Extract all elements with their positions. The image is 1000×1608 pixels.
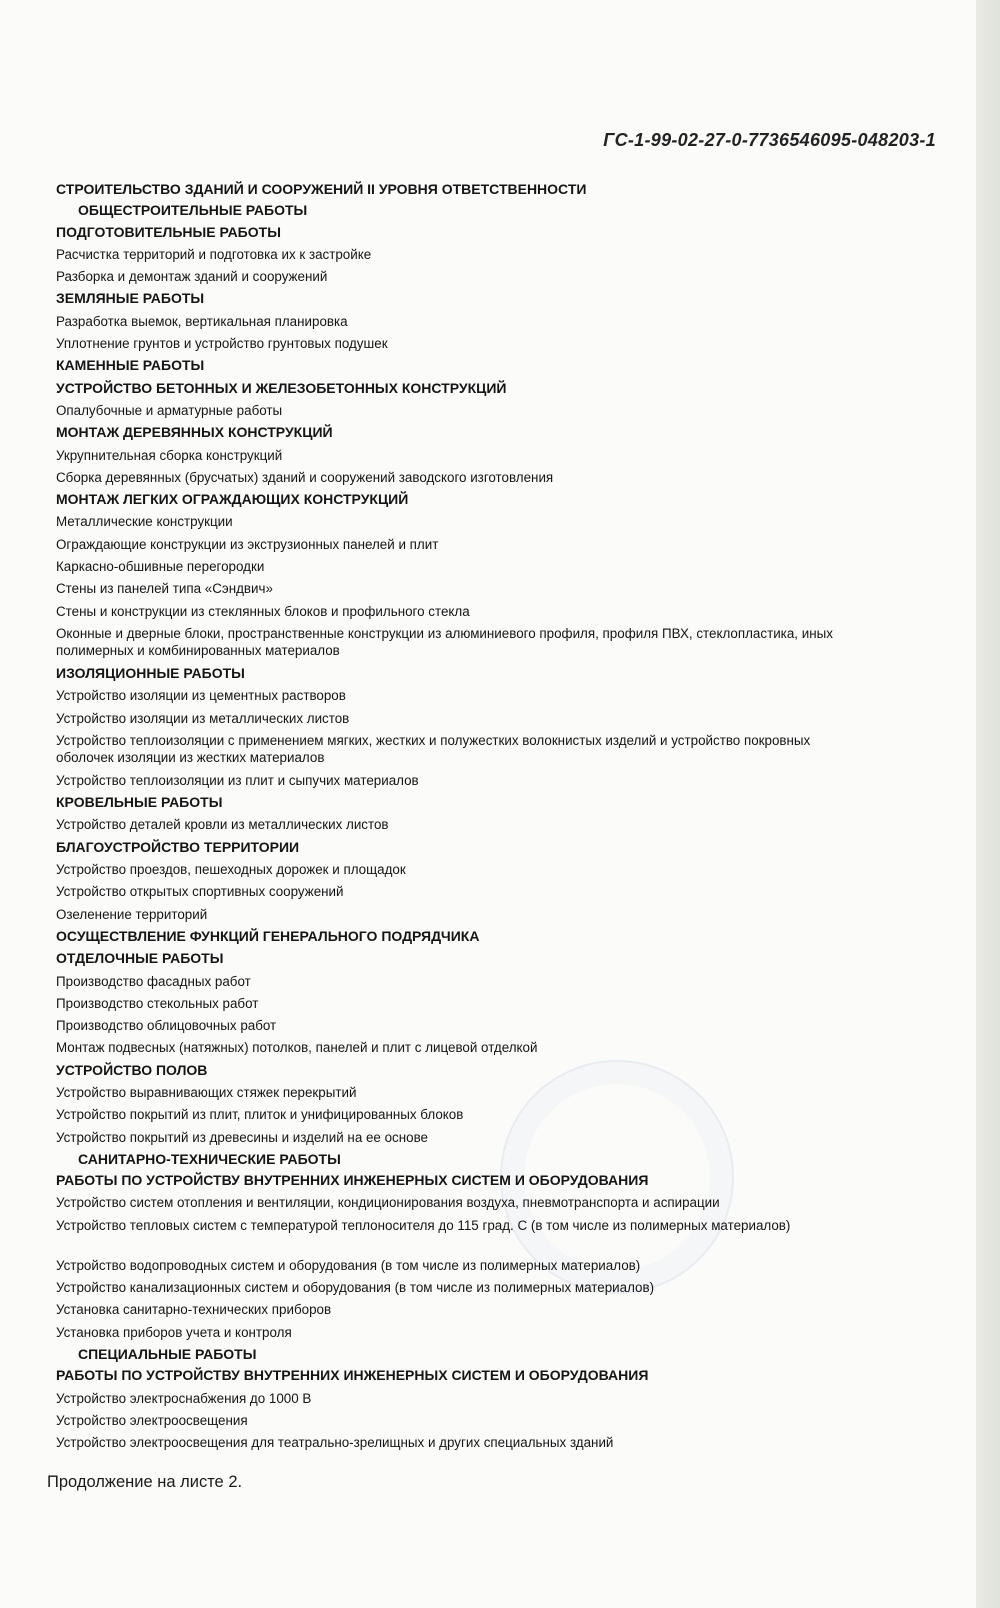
list-item: Устройство проездов, пешеходных дорожек и площадок: [56, 862, 406, 878]
list-item: Монтаж подвесных (натяжных) потолков, панелей и плит с лицевой отделкой: [56, 1040, 538, 1056]
work-types-list: [56, 181, 856, 1456]
list-item: Уплотнение грунтов и устройство грунтовых подушек: [56, 336, 388, 352]
category-heading: ОБЩЕСТРОИТЕЛЬНЫЕ РАБОТЫ: [78, 202, 308, 219]
list-item: Каркасно-обшивные перегородки: [56, 559, 265, 575]
category-heading: СПЕЦИАЛЬНЫЕ РАБОТЫ: [78, 1345, 257, 1362]
list-item: Опалубочные и арматурные работы: [56, 402, 283, 418]
list-item: Устройство изоляции из цементных растворов: [56, 688, 346, 704]
document-number: ГС-1-99-02-27-0-7736546095-048203-1: [603, 130, 936, 150]
category-heading: САНИТАРНО-ТЕХНИЧЕСКИЕ РАБОТЫ: [78, 1150, 341, 1167]
list-item: Устройство водопроводных систем и оборудования (в том числе из полимерных материалов): [56, 1257, 641, 1273]
list-item: Сборка деревянных (брусчатых) зданий и сооружений заводского изготовления: [56, 469, 554, 485]
list-item: Установка санитарно-технических приборов: [56, 1302, 332, 1318]
list-item: Озеленение территорий: [56, 906, 208, 922]
list-item: Устройство электроосвещения: [56, 1412, 248, 1428]
group-heading: УСТРОЙСТВО БЕТОННЫХ И ЖЕЛЕЗОБЕТОННЫХ КОНСТРУКЦИЙ: [56, 379, 507, 396]
list-item: Производство фасадных работ: [56, 973, 251, 989]
list-item: Стены и конструкции из стеклянных блоков и профильного стекла: [56, 603, 470, 619]
list-item: Стены из панелей типа «Сэндвич»: [56, 581, 273, 597]
group-heading: КАМЕННЫЕ РАБОТЫ: [56, 357, 205, 374]
group-heading: УСТРОЙСТВО ПОЛОВ: [56, 1061, 208, 1078]
continuation-note: Продолжение на листе 2.: [47, 1473, 243, 1491]
list-item: Ограждающие конструкции из экструзионных панелей и плит: [56, 536, 439, 552]
list-item: Устройство тепловых систем с температурой теплоносителя до 115 град. С (в том числе из полимерных материалов): [56, 1217, 791, 1233]
list-item: Разборка и демонтаж зданий и сооружений: [56, 269, 328, 285]
group-heading: МОНТАЖ ДЕРЕВЯННЫХ КОНСТРУКЦИЙ: [56, 424, 333, 441]
list-item: Производство облицовочных работ: [56, 1018, 277, 1034]
list-item: Устройство электроосвещения для театрально-зрелищных и других специальных зданий: [56, 1435, 614, 1451]
list-item: Устройство покрытий из плит, плиток и унифицированных блоков: [56, 1107, 464, 1123]
list-item: Укрупнительная сборка конструкций: [56, 447, 283, 463]
list-item: Устройство выравнивающих стяжек перекрытий: [56, 1084, 357, 1100]
section-heading: СТРОИТЕЛЬСТВО ЗДАНИЙ И СООРУЖЕНИЙ II УРОВНЯ ОТВЕТСТВЕННОСТИ: [56, 181, 587, 197]
group-heading: ПОДГОТОВИТЕЛЬНЫЕ РАБОТЫ: [56, 223, 281, 240]
list-item: Устройство деталей кровли из металлических листов: [56, 817, 389, 833]
group-heading: ОТДЕЛОЧНЫЕ РАБОТЫ: [56, 950, 224, 967]
group-heading: РАБОТЫ ПО УСТРОЙСТВУ ВНУТРЕННИХ ИНЖЕНЕРНЫХ СИСТЕМ И ОБОРУДОВАНИЯ: [56, 1367, 649, 1384]
list-item: Устройство электроснабжения до 1000 В: [56, 1390, 312, 1406]
list-item: Разработка выемок, вертикальная планировка: [56, 313, 348, 329]
group-heading: ОСУЩЕСТВЛЕНИЕ ФУНКЦИЙ ГЕНЕРАЛЬНОГО ПОДРЯДЧИКА: [56, 927, 480, 944]
list-item: Устройство открытых спортивных сооружений: [56, 884, 344, 900]
list-item: Устройство теплоизоляции из плит и сыпучих материалов: [56, 772, 419, 788]
list-item: Устройство покрытий из древесины и изделий на ее основе: [56, 1129, 428, 1145]
group-heading: РАБОТЫ ПО УСТРОЙСТВУ ВНУТРЕННИХ ИНЖЕНЕРНЫХ СИСТЕМ И ОБОРУДОВАНИЯ: [56, 1172, 649, 1189]
list-item: Установка приборов учета и контроля: [56, 1324, 292, 1340]
list-item: Расчистка территорий и подготовка их к застройке: [56, 246, 372, 262]
list-item: Производство стекольных работ: [56, 995, 259, 1011]
group-heading: ИЗОЛЯЦИОННЫЕ РАБОТЫ: [56, 664, 245, 681]
list-item: Устройство теплоизоляции с применением мягких, жестких и полужестких волокнистых изделий и устройство покровных оболочек изоляции из жестких материалов: [56, 732, 811, 765]
page-edge: [976, 0, 1000, 1608]
list-item: Устройство систем отопления и вентиляции, кондиционирования воздуха, пневмотранспорта и аспирации: [56, 1195, 720, 1211]
list-item: Оконные и дверные блоки, пространственные конструкции из алюминиевого профиля, профиля ПВХ, стеклопластика, иных полимерных и комбинированных материалов: [56, 625, 833, 658]
list-item: Металлические конструкции: [56, 514, 233, 530]
list-item: Устройство канализационных систем и оборудования (в том числе из полимерных материалов): [56, 1280, 655, 1296]
group-heading: МОНТАЖ ЛЕГКИХ ОГРАЖДАЮЩИХ КОНСТРУКЦИЙ: [56, 491, 409, 508]
group-heading: КРОВЕЛЬНЫЕ РАБОТЫ: [56, 794, 223, 811]
group-heading: ЗЕМЛЯНЫЕ РАБОТЫ: [56, 290, 205, 307]
group-heading: БЛАГОУСТРОЙСТВО ТЕРРИТОРИИ: [56, 838, 300, 855]
list-item: Устройство изоляции из металлических листов: [56, 710, 350, 726]
